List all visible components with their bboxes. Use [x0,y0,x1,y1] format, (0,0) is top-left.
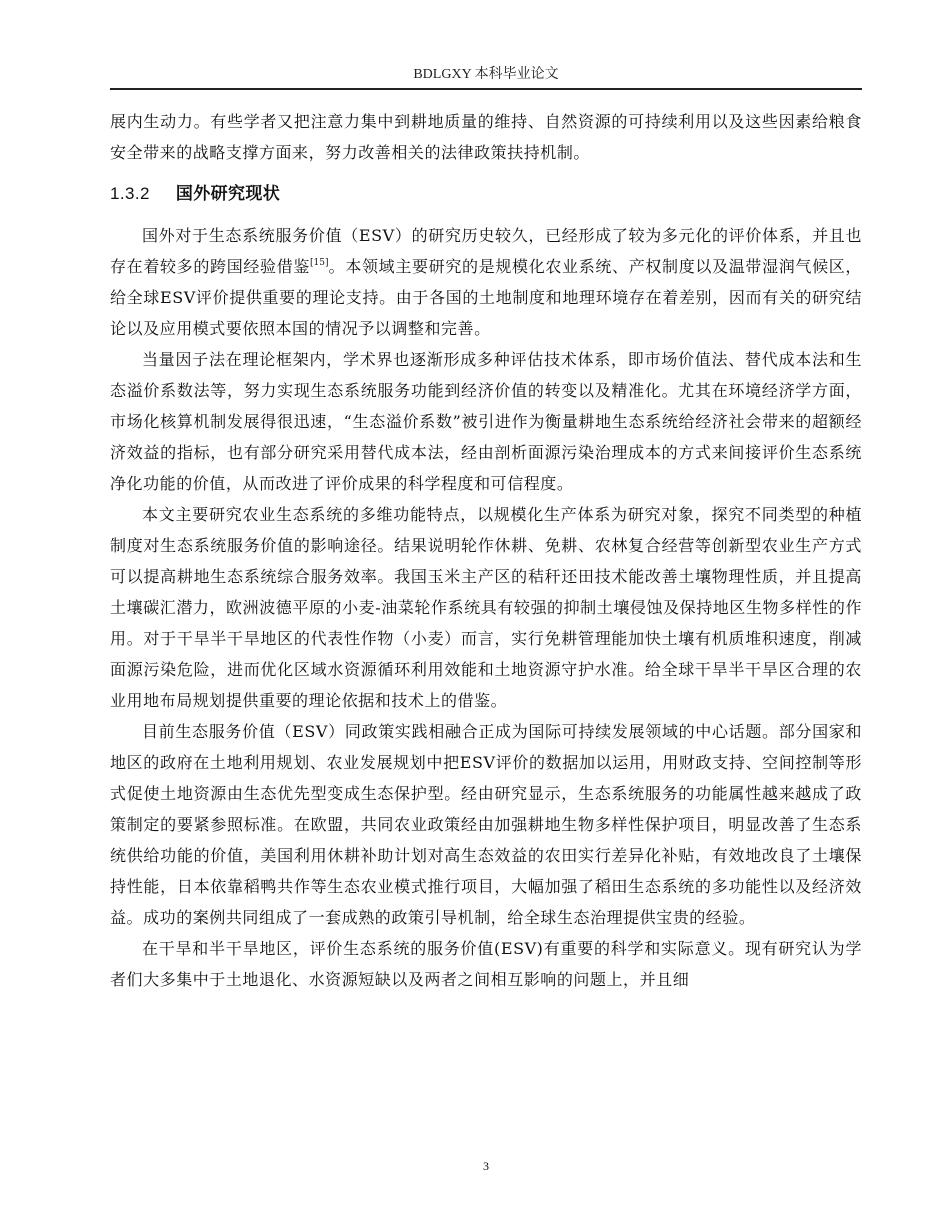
paragraph-5: 在干旱和半干旱地区，评价生态系统的服务价值(ESV)有重要的科学和实际意义。现有研究认为学者们大多集中于土地退化、水资源短缺以及两者之间相互影响的问题上，并且细 [110,939,862,989]
paragraph-2: 当量因子法在理论框架内，学术界也逐渐形成多种评估技术体系，即市场价值法、替代成本法和生态溢价系数法等，努力实现生态系统服务功能到经济价值的转变以及精准化。尤其在环境经济学方面，市场化核算机制发展得很迅速，“生态溢价系数”被引进作为衡量耕地生态系统给经济社会带来的超额经济效益的指标，也有部分研究采用替代成本法，经由剖析面源污染治理成本的方式来间接评价生态系统净化功能的价值，从而改进了评价成果的科学程度和可信程度。 [110,350,862,493]
section-heading [110,178,862,210]
running-header: BDLGXY 本科毕业论文 [413,67,559,82]
header-rule [110,88,862,90]
page-body [110,106,862,995]
section-number: 1.3.2 [110,184,150,203]
paragraph-1-text-a: 国外对于生态系统服务价值（ESV）的研究历史较久，已经形成了较为多元化的评价体系，并且也存在着较多的跨国经验借鉴 [110,226,862,276]
citation-ref: [15] [310,258,329,268]
paragraph-1 [110,220,862,344]
paragraph-continued: 展内生动力。有些学者又把注意力集中到耕地质量的维持、自然资源的可持续利用以及这些因素给粮食安全带来的战略支撑方面来，努力改善相关的法律政策扶持机制。 [110,112,862,162]
page-number: 3 [483,1159,489,1173]
section-title: 国外研究现状 [175,184,281,204]
paragraph-1-text-b: 。本领域主要研究的是规模化农业系统、产权制度以及温带湿润气候区，给全球ESV评价提供重要的理论支持。由于各国的土地制度和地理环境存在着差别，因而有关的研究结论以及应用模式要依照本国的情况予以调整和完善。 [110,257,862,338]
paragraph-3: 本文主要研究农业生态系统的多维功能特点，以规模化生产体系为研究对象，探究不同类型的种植制度对生态系统服务价值的影响途径。结果说明轮作休耕、免耕、农林复合经营等创新型农业生产方式可以提高耕地生态系统综合服务效率。我国玉米主产区的秸秆还田技术能改善土壤物理性质，并且提高土壤碳汇潜力，欧洲波德平原的小麦-油菜轮作系统具有较强的抑制土壤侵蚀及保持地区生物多样性的作用。对于干旱半干旱地区的代表性作物（小麦）而言，实行免耕管理能加快土壤有机质堆积速度，削减面源污染危险，进而优化区域水资源循环利用效能和土地资源守护水准。给全球干旱半干旱区合理的农业用地布局规划提供重要的理论依据和技术上的借鉴。 [110,505,862,710]
paragraph-4: 目前生态服务价值（ESV）同政策实践相融合正成为国际可持续发展领域的中心话题。部分国家和地区的政府在土地利用规划、农业发展规划中把ESV评价的数据加以运用，用财政支持、空间控制等形式促使土地资源由生态优先型变成生态保护型。经由研究显示，生态系统服务的功能属性越来越成了政策制定的要紧参照标准。在欧盟，共同农业政策经由加强耕地生物多样性保护项目，明显改善了生态系统供给功能的价值，美国利用休耕补助计划对高生态效益的农田实行差异化补贴，有效地改良了土壤保持性能，日本依靠稻鸭共作等生态农业模式推行项目，大幅加强了稻田生态系统的多功能性以及经济效益。成功的案例共同组成了一套成熟的政策引导机制，给全球生态治理提供宝贵的经验。 [110,722,862,927]
